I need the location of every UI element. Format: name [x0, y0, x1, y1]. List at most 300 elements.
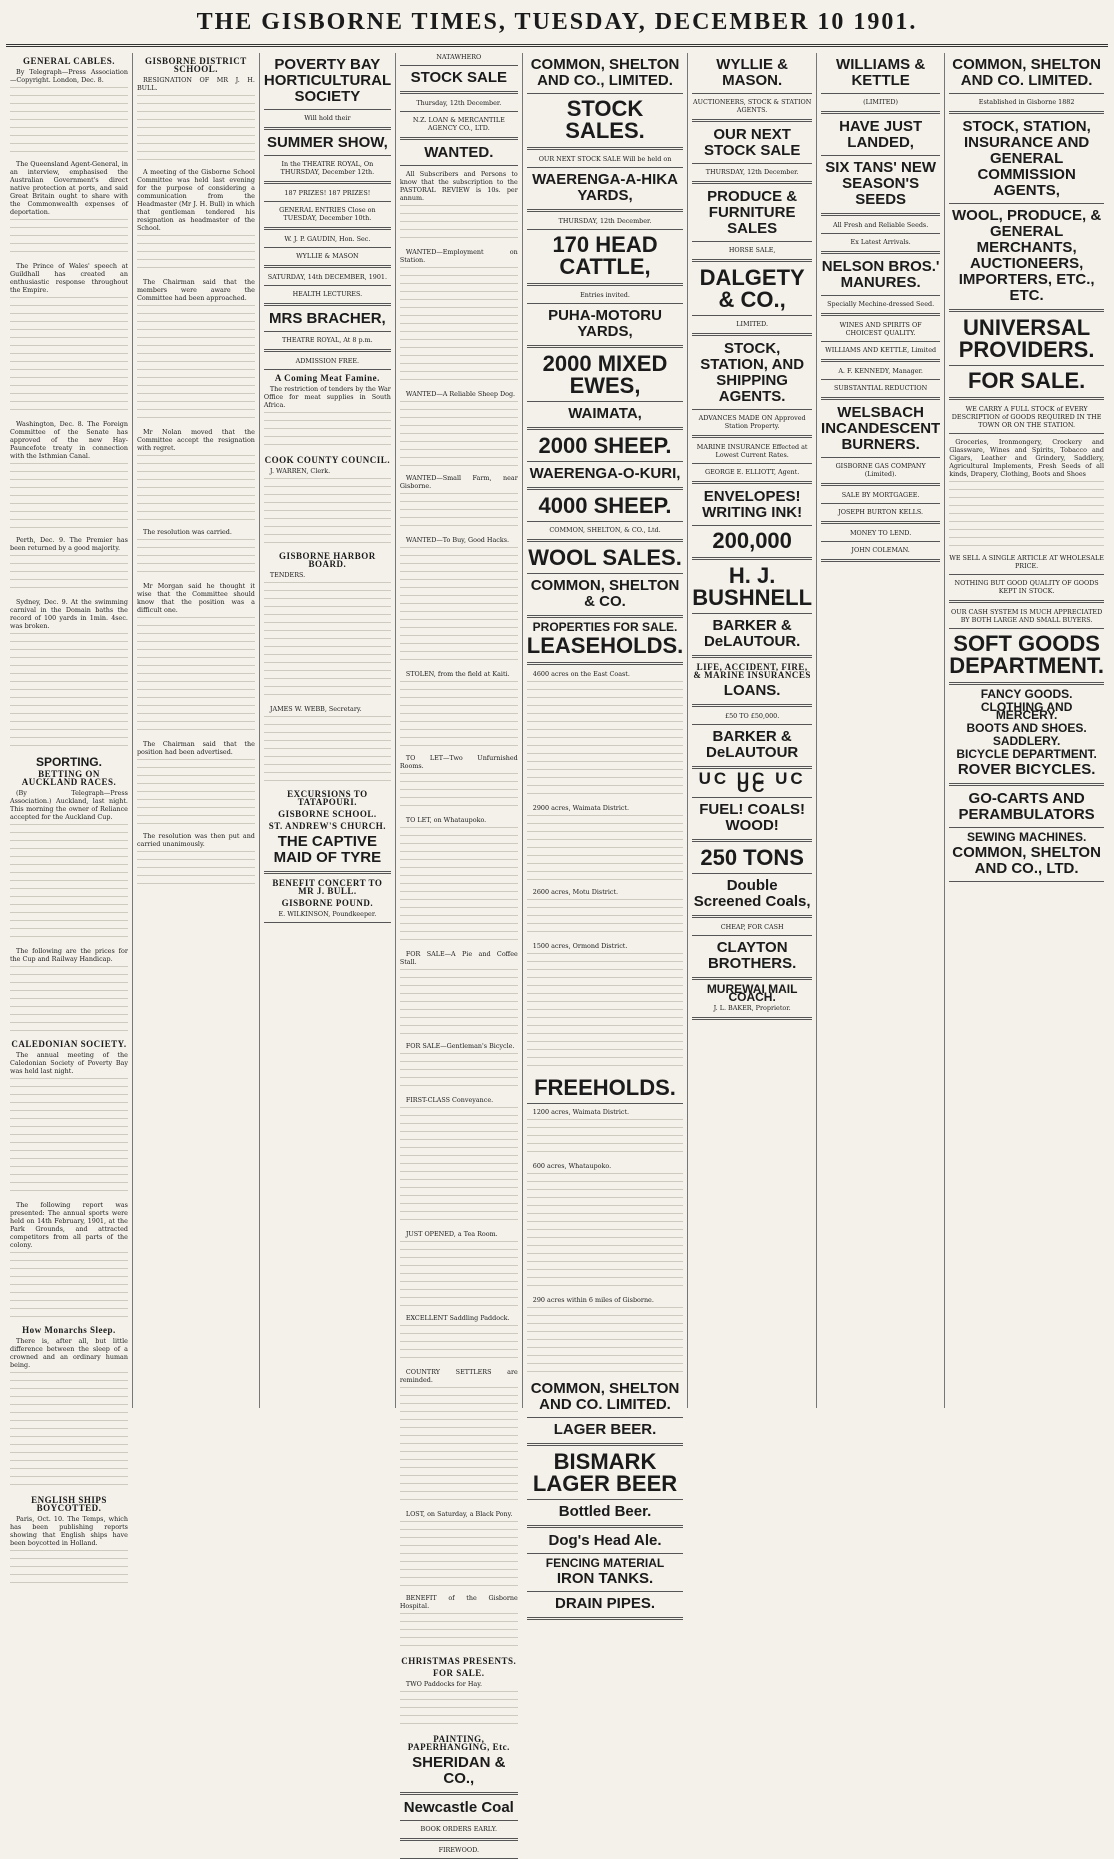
paragraph: J. L. BAKER, Proprietor. — [713, 1004, 791, 1012]
display-headline: H. J. BUSHNELL — [692, 563, 813, 610]
column-rule — [527, 345, 683, 348]
display-line: COMMON, SHELTON AND CO. LIMITED. — [952, 56, 1101, 89]
column-rule — [821, 295, 940, 296]
paragraph: FOR SALE—Gentleman's Bicycle. — [405, 1042, 515, 1050]
paragraph: SATURDAY, 14th DECEMBER, 1901. — [267, 273, 388, 281]
display-line: Bottled Beer. — [558, 1503, 652, 1520]
paragraph: STOLEN, from the field at Kaiti. — [405, 670, 510, 678]
column-rule — [821, 503, 940, 504]
column-rule — [821, 457, 940, 458]
paragraph: J. WARREN, Clerk. — [269, 467, 331, 475]
column-rule — [527, 283, 683, 286]
paragraph: BENEFIT of the Gisborne Hospital. — [399, 1594, 518, 1610]
paragraph: Specially Mechine-dressed Seed. — [827, 300, 935, 308]
section-heading: CALEDONIAN SOCIETY. — [11, 1039, 127, 1049]
display-line: Dog's Head Ale. — [548, 1532, 662, 1549]
display-line: WAIMATA, — [568, 405, 642, 422]
text-filler — [400, 1325, 518, 1365]
column-rule — [400, 65, 518, 66]
text-filler — [400, 205, 518, 245]
column-rule — [527, 1417, 683, 1418]
paragraph: OUR NEXT STOCK SALE Will be held on — [538, 155, 672, 163]
column-1 — [6, 53, 133, 1547]
text-filler — [264, 412, 391, 452]
display-headline: SOFT GOODS DEPARTMENT. — [949, 631, 1105, 678]
text-filler — [137, 235, 255, 275]
display-line: PUHA-MOTORU YARDS, — [548, 307, 662, 340]
section-heading: SPORTING. — [35, 755, 102, 769]
paragraph: TENDERS. — [269, 571, 306, 579]
masthead — [6, 0, 1108, 47]
column-rule — [692, 704, 812, 707]
column-2 — [133, 53, 260, 1408]
display-line: COMMON, SHELTON & CO. — [530, 577, 680, 610]
display-line: LAGER BEER. — [553, 1421, 657, 1438]
text-filler — [400, 1521, 518, 1591]
paragraph: ADMISSION FREE. — [295, 357, 360, 365]
paragraph: WE SELL A SINGLE ARTICLE AT WHOLESALE PRICE. — [949, 554, 1104, 570]
paragraph: THEATRE ROYAL, At 8 p.m. — [282, 336, 373, 344]
column-8 — [945, 53, 1108, 1408]
column-rule — [692, 259, 812, 262]
section-heading: CLOTHING AND MERCERY. — [980, 700, 1073, 722]
column-rule — [527, 1103, 683, 1104]
paragraph: The resolution was carried. — [142, 528, 232, 536]
display-headline: STOCK SALES. — [565, 96, 645, 143]
paragraph: The Queensland Agent-General, in an interview, emphasised the Australian Government's direct native protection at ports, and said Great Britain ought to share with the Commonwealth expenses of deportation. — [10, 160, 128, 216]
section-heading: SEWING MACHINES. — [966, 830, 1087, 844]
text-filler — [137, 617, 255, 737]
display-headline: BISMARK LAGER BEER — [532, 1449, 678, 1496]
section-heading: MUREWAI MAIL COACH. — [706, 982, 798, 1004]
column-rule — [527, 1617, 683, 1620]
column-rule — [692, 873, 812, 874]
paragraph: WYLLIE & MASON — [296, 252, 359, 260]
column-rule — [400, 111, 518, 112]
section-heading: COOK COUNTY COUNCIL. — [264, 455, 391, 465]
text-filler — [527, 815, 683, 885]
paragraph: By Telegraph—Press Association—Copyright. London, Dec. 8. — [10, 68, 128, 84]
section-heading: GISBORNE POUND. — [281, 898, 374, 908]
column-rule — [527, 401, 683, 402]
column-rule — [400, 1792, 518, 1795]
column-rule — [821, 397, 940, 400]
display-line: WOOL, PRODUCE, & GENERAL MERCHANTS, AUCTIONEERS, IMPORTERS, ETC., ETC. — [952, 207, 1102, 304]
paragraph: JUST OPENED, a Tea Room. — [405, 1230, 498, 1238]
paragraph: WE CARRY A FULL STOCK of EVERY DESCRIPTION of GOODS REQUIRED IN THE TOWN OR ON THE STATION. — [951, 405, 1102, 429]
display-line: Double Screened Coals, — [693, 877, 811, 910]
column-rule — [527, 662, 683, 665]
text-filler — [400, 827, 518, 947]
column-rule — [949, 827, 1104, 828]
column-rule — [821, 93, 940, 94]
display-line: WANTED. — [424, 144, 494, 161]
column-rule — [692, 181, 812, 184]
paragraph: Will hold their — [304, 114, 351, 122]
text-filler — [527, 681, 683, 801]
display-line: WAERENGA-O-KURI, — [529, 465, 681, 482]
display-headline: FOR SALE. — [967, 368, 1086, 393]
column-rule — [692, 241, 812, 242]
text-filler — [264, 716, 391, 786]
display-headline: DALGETY & CO., — [699, 265, 805, 312]
column-rule — [264, 155, 391, 156]
text-filler — [10, 966, 128, 1036]
masthead-title: THE GISBORNE TIMES, TUESDAY, DECEMBER 10 1901. — [196, 8, 918, 35]
paragraph: OUR CASH SYSTEM IS MUCH APPRECIATED BY BOTH LARGE AND SMALL BUYERS. — [951, 608, 1103, 624]
section-heading: BOOTS AND SHOES. — [966, 721, 1087, 735]
paragraph: £50 TO £50,000. — [725, 712, 780, 720]
column-rule — [821, 313, 940, 316]
paragraph: AUCTIONEERS, STOCK & STATION AGENTS. — [692, 98, 812, 114]
column-rule — [400, 1820, 518, 1821]
columns — [6, 53, 1108, 1854]
column-rule — [949, 628, 1104, 629]
column-rule — [264, 127, 391, 130]
text-filler — [527, 899, 683, 939]
display-line: OUR NEXT STOCK SALE — [703, 126, 801, 159]
section-heading: SADDLERY. — [992, 734, 1061, 748]
paragraph: WINES AND SPIRITS OF CHOICEST QUALITY. — [839, 321, 922, 337]
section-heading: BETTING ON AUCKLAND RACES. — [21, 769, 117, 787]
section-heading: LIFE, ACCIDENT, FIRE, & MARINE INSURANCES — [693, 662, 811, 680]
section-heading: PROPERTIES FOR SALE. — [532, 620, 678, 634]
paragraph: In the THEATRE ROYAL, On THURSDAY, December 12th. — [280, 160, 375, 176]
paragraph: Mr Morgan said he thought it wise that the Committee should know that the position was a difficult one. — [136, 582, 255, 614]
paragraph: COUNTRY SETTLERS are reminded. — [399, 1368, 518, 1384]
column-rule — [527, 1553, 683, 1554]
column-rule — [264, 109, 391, 110]
column-rule — [264, 922, 391, 923]
paragraph: ADVANCES MADE ON Approved Station Property. — [698, 414, 806, 430]
column-rule — [527, 303, 683, 304]
column-rule — [264, 369, 391, 370]
column-rule — [821, 233, 940, 234]
column-rule — [949, 111, 1104, 114]
text-filler — [10, 1550, 128, 1590]
text-filler — [264, 478, 391, 548]
column-rule — [264, 303, 391, 306]
paragraph: BOOK ORDERS EARLY. — [420, 1825, 498, 1833]
section-heading: BICYCLE DEPARTMENT. — [956, 747, 1097, 761]
column-rule — [400, 1838, 518, 1841]
column-rule — [949, 574, 1104, 575]
paragraph: HEALTH LECTURES. — [292, 290, 363, 298]
display-line: STOCK SALE — [410, 69, 507, 86]
text-filler — [400, 773, 518, 813]
display-line: GO-CARTS AND PERAMBULATORS — [958, 790, 1095, 823]
paragraph: The annual meeting of the Caledonian Society of Poverty Bay was held last night. — [10, 1051, 128, 1075]
display-line: SIX TANS' NEW SEASON'S SEEDS — [825, 159, 937, 208]
display-headline: 200,000 — [712, 528, 792, 553]
text-filler — [400, 493, 518, 533]
paragraph: THURSDAY, 12th December. — [705, 168, 799, 176]
display-line: MRS BRACHER, — [269, 310, 386, 327]
paragraph: (LIMITED) — [863, 98, 899, 106]
display-line: STOCK, STATION, INSURANCE AND GENERAL COMMISSION AGENTS, — [962, 118, 1091, 199]
paragraph: RESIGNATION OF MR J. H. BULL. — [136, 76, 255, 92]
column-rule — [949, 365, 1104, 366]
column-rule — [264, 331, 391, 332]
column-rule — [821, 213, 940, 216]
paragraph: Entries invited. — [580, 291, 630, 299]
column-rule — [692, 557, 812, 560]
paragraph: The restriction of tenders by the War Office for meat supplies in South Africa. — [263, 385, 391, 409]
paragraph: N.Z. LOAN & MERCANTILE AGENCY CO., LTD. — [412, 116, 505, 132]
display-line: CLAYTON BROTHERS. — [707, 939, 797, 972]
text-filler — [400, 1107, 518, 1227]
column-6 — [688, 53, 817, 1408]
display-line: WILLIAMS & KETTLE — [836, 56, 926, 89]
column-rule — [692, 613, 812, 614]
paragraph: TO LET—Two Unfurnished Rooms. — [399, 754, 518, 770]
display-line: BARKER & DeLAUTOUR — [706, 728, 799, 761]
column-rule — [692, 839, 812, 842]
paragraph: GENERAL ENTRIES Close on TUESDAY, December 10th. — [279, 206, 376, 222]
column-rule — [527, 1499, 683, 1500]
paragraph: The Prince of Wales' speech at Guildhall has created an enthusiastic response throughout the Empire. — [10, 262, 128, 294]
column-rule — [821, 521, 940, 524]
paragraph: Thursday, 12th December. — [416, 99, 502, 107]
paragraph: Established in Gisborne 1882 — [978, 98, 1075, 106]
column-rule — [692, 333, 812, 336]
paragraph: 4600 acres on the East Coast. — [532, 670, 630, 678]
section-heading: GISBORNE DISTRICT SCHOOL. — [145, 56, 247, 74]
column-rule — [264, 201, 391, 202]
column-rule — [821, 251, 940, 254]
paragraph: TWO Paddocks for Hay. — [405, 1680, 483, 1688]
column-rule — [821, 483, 940, 486]
paragraph: The Chairman said that the position had been advertised. — [136, 740, 255, 756]
text-filler — [137, 851, 255, 891]
column-rule — [264, 871, 391, 874]
text-filler — [400, 681, 518, 751]
column-rule — [400, 165, 518, 166]
display-line: POVERTY BAY HORTICULTURAL SOCIETY — [263, 56, 392, 105]
paragraph: MONEY TO LEND. — [849, 529, 912, 537]
column-rule — [692, 915, 812, 918]
text-filler — [10, 555, 128, 595]
text-filler — [137, 759, 255, 829]
text-filler — [137, 455, 255, 525]
column-rule — [949, 600, 1104, 603]
text-filler — [527, 1173, 683, 1293]
paragraph: The following report was presented: The annual sports were held on 14th February, 1901, at the Park Grounds, and attracted competitors from all parts of the colony. — [10, 1201, 128, 1249]
display-line: ENVELOPES! WRITING INK! — [702, 488, 803, 521]
display-line: IRON TANKS. — [556, 1570, 654, 1587]
column-rule — [821, 379, 940, 380]
paragraph: Paris, Oct. 10. The Temps, which has been publishing reports showing that English ships have been boycotted in Holland. — [10, 1515, 128, 1547]
section-heading: EXCURSIONS TO TATAPOURI. — [287, 789, 368, 807]
paragraph: WANTED—Small Farm, near Gisborne. — [399, 474, 518, 490]
column-rule — [692, 724, 812, 725]
display-headline: LEASEHOLDS. — [526, 633, 684, 658]
display-line: FUEL! COALS! WOOD! — [699, 801, 806, 834]
display-line: THE CAPTIVE MAID OF TYRE — [273, 833, 382, 866]
section-heading: How Monarchs Sleep. — [22, 1325, 116, 1335]
text-filler — [10, 463, 128, 533]
paragraph: FIREWOOD. — [438, 1846, 480, 1854]
section-heading: GENERAL CABLES. — [22, 56, 115, 66]
display-headline: 2000 MIXED EWES, — [542, 351, 668, 398]
paragraph: There is, after all, but little difference between the sleep of a crowned and an ordinary human being. — [10, 1337, 128, 1369]
column-rule — [264, 247, 391, 248]
display-headline: 250 TONS — [700, 845, 804, 870]
paragraph: GISBORNE GAS COMPANY (Limited). — [835, 462, 926, 478]
section-heading: GISBORNE SCHOOL. — [278, 809, 377, 819]
column-rule — [400, 91, 518, 94]
column-rule — [692, 435, 812, 438]
paragraph: WILLIAMS AND KETTLE, Limited — [825, 346, 937, 354]
text-filler — [400, 1387, 518, 1507]
column-7 — [817, 53, 945, 1408]
paragraph: A meeting of the Gisborne School Committee was held last evening for the purpose of considering a communication from the Headmaster (Mr J. H. Bull) in which that gentleman tendered his resignation as headmaster of the School. — [136, 168, 255, 232]
paragraph: MARINE INSURANCE Effected at Lowest Current Rates. — [696, 443, 808, 459]
column-rule — [949, 93, 1104, 94]
column-rule — [527, 1443, 683, 1446]
section-heading: ST. ANDREW'S CHURCH. — [268, 821, 387, 831]
paragraph: FOR SALE—A Pie and Coffee Stall. — [399, 950, 518, 966]
column-rule — [527, 461, 683, 462]
paragraph: WANTED—Employment on Station. — [399, 248, 518, 264]
column-rule — [949, 881, 1104, 882]
column-rule — [821, 541, 940, 542]
display-headline: 2000 SHEEP. — [538, 433, 672, 458]
paragraph: JAMES W. WEBB, Secretary. — [269, 705, 362, 713]
column-rule — [821, 359, 940, 362]
column-rule — [527, 167, 683, 168]
display-line: COMMON, SHELTON AND CO., LIMITED. — [530, 56, 680, 89]
column-4 — [396, 53, 523, 1854]
column-rule — [692, 315, 812, 316]
display-line: WYLLIE & MASON. — [716, 56, 788, 89]
section-heading: FANCY GOODS. — [980, 687, 1073, 701]
column-rule — [692, 1017, 812, 1020]
text-filler — [400, 1691, 518, 1731]
column-rule — [949, 309, 1104, 312]
text-filler — [527, 1307, 683, 1377]
column-rule — [821, 341, 940, 342]
section-heading: FOR SALE. — [433, 1668, 485, 1678]
paragraph: The Chairman said that the members were aware the Committee had been approached. — [136, 278, 255, 302]
paragraph: 1500 acres, Ormond District. — [532, 942, 628, 950]
column-rule — [692, 409, 812, 410]
column-rule — [527, 93, 683, 94]
paragraph: The resolution was then put and carried unanimously. — [136, 832, 255, 848]
text-filler — [10, 1252, 128, 1322]
column-rule — [692, 93, 812, 94]
column-rule — [692, 481, 812, 484]
display-line: WELSBACH INCANDESCENT BURNERS. — [821, 404, 941, 453]
column-rule — [527, 1591, 683, 1592]
display-line: Newcastle Coal — [403, 1799, 514, 1816]
section-heading: FENCING MATERIAL — [545, 1556, 665, 1570]
text-filler — [10, 824, 128, 944]
display-line: DRAIN PIPES. — [555, 1595, 656, 1612]
text-filler — [400, 1241, 518, 1311]
text-filler — [400, 1613, 518, 1653]
column-rule — [692, 655, 812, 658]
paragraph: W. J. P. GAUDIN, Hon. Sec. — [284, 235, 371, 243]
paragraph: All Subscribers and Persons to know that the subscription to the PASTORAL REVIEW is 10s. per annum. — [399, 170, 518, 202]
column-rule — [264, 227, 391, 230]
paragraph: Perth, Dec. 9. The Premier has been returned by a good majority. — [10, 536, 128, 552]
paragraph: LOST, on Saturday, a Black Pony. — [405, 1510, 513, 1518]
text-filler — [137, 95, 255, 165]
column-rule — [692, 797, 812, 798]
display-line: ROVER BICYCLES. — [957, 761, 1096, 778]
display-line: WAERENGA-A-HIKA YARDS, — [532, 171, 678, 204]
column-rule — [527, 521, 683, 522]
display-headline: 4000 SHEEP. — [538, 493, 672, 518]
text-filler — [527, 1119, 683, 1159]
paragraph: 1200 acres, Waimata District. — [532, 1108, 630, 1116]
column-rule — [527, 539, 683, 542]
section-heading: CHRISTMAS PRESENTS. — [401, 1656, 517, 1666]
text-filler — [137, 539, 255, 579]
column-rule — [264, 349, 391, 352]
display-line: NELSON BROS.' MANURES. — [821, 258, 940, 291]
paragraph: NOTHING BUT GOOD QUALITY OF GOODS KEPT IN STOCK. — [954, 579, 1099, 595]
text-filler — [10, 219, 128, 259]
display-line: PRODUCE & FURNITURE SALES — [707, 188, 798, 237]
display-line: COMMON, SHELTON AND CO. LIMITED. — [530, 1380, 680, 1413]
section-heading: ENGLISH SHIPS BOYCOTTED. — [31, 1495, 107, 1513]
display-headline: WOOL SALES. — [528, 545, 682, 570]
column-rule — [527, 615, 683, 618]
section-heading: A Coming Meat Famine. — [274, 373, 380, 383]
column-rule — [692, 935, 812, 936]
column-rule — [527, 229, 683, 230]
display-headline: UNIVERSAL PROVIDERS. — [958, 315, 1095, 362]
paragraph: Mr Nolan moved that the Committee accept the resignation with regret. — [136, 428, 255, 452]
column-rule — [527, 573, 683, 574]
text-filler — [10, 297, 128, 417]
paragraph: CHEAP, FOR CASH — [720, 923, 784, 931]
paragraph: 2900 acres, Waimata District. — [532, 804, 630, 812]
column-rule — [821, 155, 940, 156]
paragraph: FIRST-CLASS Conveyance. — [405, 1096, 494, 1104]
paragraph: LIMITED. — [736, 320, 768, 328]
column-rule — [821, 111, 940, 114]
column-rule — [264, 265, 391, 268]
text-filler — [137, 305, 255, 425]
column-rule — [692, 163, 812, 164]
paragraph: EXCELLENT Saddling Paddock. — [405, 1314, 510, 1322]
column-rule — [264, 181, 391, 184]
paragraph: 290 acres within 6 miles of Gisborne. — [532, 1296, 654, 1304]
display-line: HAVE JUST LANDED, — [839, 118, 923, 151]
paragraph: All Fresh and Reliable Seeds. — [832, 221, 929, 229]
column-rule — [527, 427, 683, 430]
text-filler — [10, 1078, 128, 1198]
column-rule — [949, 682, 1104, 685]
column-rule — [527, 487, 683, 490]
paragraph: WANTED—To Buy, Good Hacks. — [405, 536, 510, 544]
paragraph: A. F. KENNEDY, Manager. — [838, 367, 923, 375]
paragraph: E. WILKINSON, Poundkeeper. — [278, 910, 377, 918]
column-rule — [692, 977, 812, 980]
text-filler — [400, 1053, 518, 1093]
column-rule — [949, 783, 1104, 786]
paragraph: JOSEPH BURTON KELLS. — [838, 508, 923, 516]
paragraph: Ex Latest Arrivals. — [850, 238, 911, 246]
column-rule — [527, 147, 683, 150]
paragraph: Groceries, Ironmongery, Crockery and Glassware, Wines and Spirits, Tobacco and Cigars, Leather and Grindery, Saddlery, Agricultural Implements, Fresh Seeds of all kinds, Drapery, Clothing, Boots and Shoes — [949, 438, 1105, 478]
paragraph: 600 acres, Whataupoko. — [532, 1162, 612, 1170]
text-filler — [10, 1372, 128, 1492]
text-filler — [10, 87, 128, 157]
